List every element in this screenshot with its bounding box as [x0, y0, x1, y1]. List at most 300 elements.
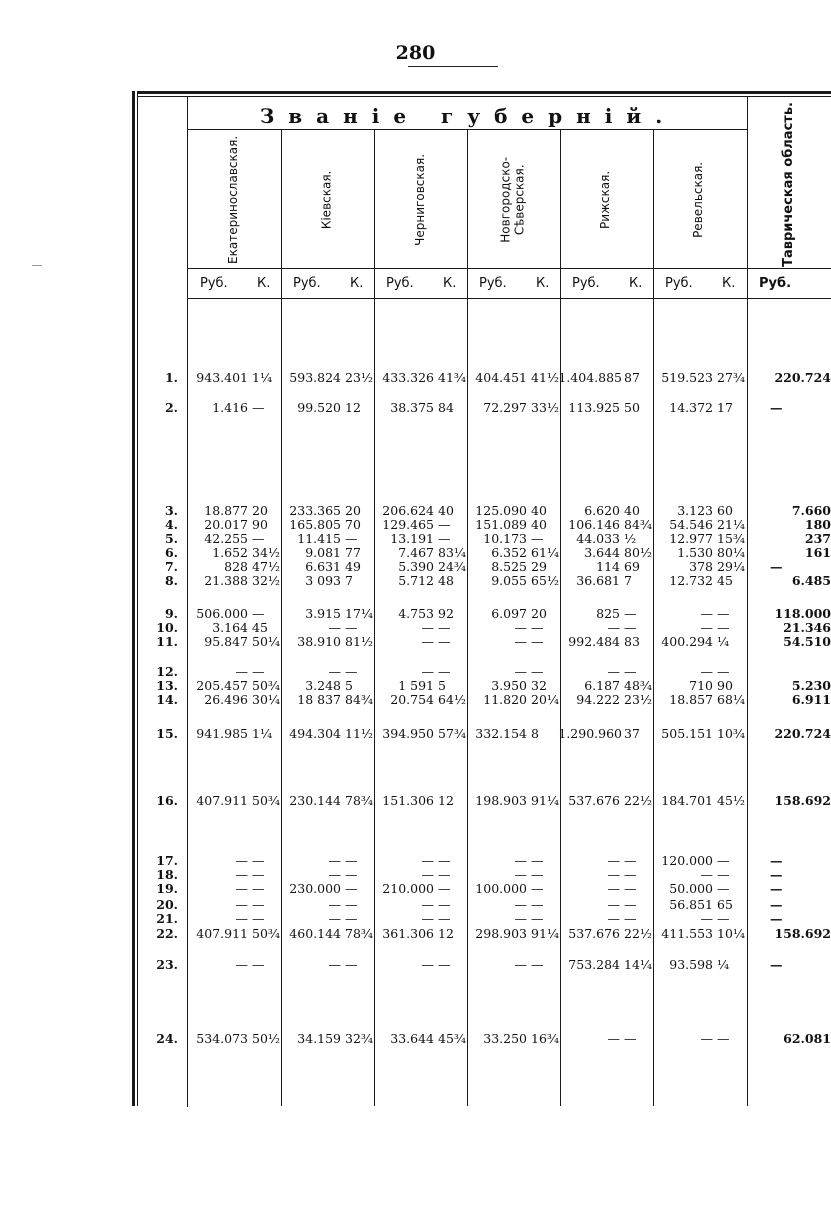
table-cell-tavricheskaya: —	[770, 911, 783, 926]
table-cell-rub: —	[421, 911, 434, 926]
table-cell-rub: —	[607, 620, 620, 635]
margin-mark	[32, 265, 42, 266]
table-cell-kop: 91¼	[531, 793, 560, 808]
table-cell-rub: 198.903	[475, 793, 527, 808]
table-cell-tavricheskaya: —	[770, 957, 783, 972]
unit-rub: Руб.	[665, 276, 693, 291]
row-number: 21.	[156, 911, 178, 926]
table-cell-tavricheskaya: 6.485	[791, 573, 831, 588]
unit-rub: Руб.	[479, 276, 507, 291]
row-number: 9.	[164, 606, 178, 621]
row-number: 19.	[156, 881, 178, 896]
table-cell-rub: —	[328, 620, 341, 635]
table-cell-rub: 506.000	[196, 606, 248, 621]
table-cell-kop: —	[624, 620, 637, 635]
table-cell-kop: 27¾	[717, 370, 746, 385]
table-cell-kop: 20¼	[531, 692, 560, 707]
table-cell-tavricheskaya: 5.230	[791, 678, 831, 693]
table-cell-rub: 56.851	[669, 897, 713, 912]
table-cell-kop: 32	[531, 678, 547, 693]
table-cell-kop: —	[345, 620, 358, 635]
table-cell-rub: 505.151	[661, 726, 713, 741]
table-cell-rub: 3.123	[677, 503, 713, 518]
table-cell-rub: 332.154	[475, 726, 527, 741]
table-cell-rub: 95.847	[204, 634, 248, 649]
table-cell-kop: 33½	[531, 400, 560, 415]
table-cell-rub: 460.144	[289, 926, 341, 941]
table-cell-rub: —	[700, 620, 713, 635]
table-cell-kop: 30¼	[252, 692, 281, 707]
table-cell-kop: 10¾	[717, 726, 746, 741]
table-cell-kop: 5	[345, 678, 353, 693]
table-cell-rub: 4.753	[398, 606, 434, 621]
table-cell-kop: —	[531, 664, 544, 679]
table-cell-rub: —	[607, 897, 620, 912]
table-cell-kop: —	[624, 606, 637, 621]
table-cell-rub: 114	[596, 559, 620, 574]
table-cell-rub: —	[421, 957, 434, 972]
table-cell-rub: 494.304	[289, 726, 341, 741]
table-title: Званіе губерній.	[259, 104, 677, 128]
table-cell-rub: 36.681	[576, 573, 620, 588]
table-cell-kop: 90	[717, 678, 733, 693]
table-cell-kop: 77	[345, 545, 361, 560]
table-cell-rub: 11.820	[483, 692, 527, 707]
table-cell-rub: 941.985	[196, 726, 248, 741]
table-cell-kop: 61¼	[531, 545, 560, 560]
table-cell-rub: 407.911	[196, 793, 248, 808]
table-cell-rub: 20.754	[390, 692, 434, 707]
table-cell-kop: —	[438, 664, 451, 679]
table-cell-kop: 91¼	[531, 926, 560, 941]
table-cell-rub: 12.732	[669, 573, 713, 588]
table-cell-rub: 94.222	[576, 692, 620, 707]
table-cell-kop: —	[438, 634, 451, 649]
table-cell-kop: 16¾	[531, 1031, 560, 1046]
table-cell-kop: —	[438, 853, 451, 868]
table-left-rule	[132, 91, 135, 1106]
table-cell-kop: 60	[717, 503, 733, 518]
table-cell-rub: —	[607, 664, 620, 679]
table-cell-kop: 49	[345, 559, 361, 574]
table-cell-kop: 78¾	[345, 793, 374, 808]
table-cell-kop: 87	[624, 370, 640, 385]
table-cell-rub: —	[514, 867, 527, 882]
table-cell-rub: 26.496	[204, 692, 248, 707]
table-cell-rub: 411.553	[661, 926, 713, 941]
row-number: 24.	[156, 1031, 178, 1046]
table-cell-kop: 48	[438, 573, 454, 588]
table-cell-kop: 50	[624, 400, 640, 415]
table-cell-rub: 38.375	[390, 400, 434, 415]
unit-kop: К.	[257, 276, 271, 291]
table-cell-rub: 10.173	[483, 531, 527, 546]
table-cell-rub: 3.248	[305, 678, 341, 693]
table-cell-kop: —	[252, 606, 265, 621]
table-cell-kop: —	[345, 853, 358, 868]
table-cell-rub: 1 591	[398, 678, 434, 693]
unit-rub: Руб.	[572, 276, 600, 291]
unit-kop: К.	[350, 276, 364, 291]
row-number: 12.	[156, 664, 178, 679]
table-cell-tavricheskaya: 158.692	[774, 793, 831, 808]
table-cell-kop: —	[531, 620, 544, 635]
row-number: 11.	[156, 634, 178, 649]
table-cell-rub: 54.546	[669, 517, 713, 532]
table-cell-kop: —	[531, 897, 544, 912]
table-cell-kop: 84	[438, 400, 454, 415]
table-cell-kop: ¼	[717, 634, 730, 649]
table-cell-tavricheskaya: —	[770, 867, 783, 882]
table-cell-kop: 17¼	[345, 606, 374, 621]
table-cell-rub: 206.624	[382, 503, 434, 518]
table-cell-kop: —	[624, 867, 637, 882]
table-cell-kop: —	[717, 911, 730, 926]
table-cell-kop: —	[438, 620, 451, 635]
table-cell-rub: —	[514, 911, 527, 926]
table-cell-kop: 41¾	[438, 370, 467, 385]
table-cell-rub: 710	[689, 678, 713, 693]
table-cell-kop: 15¾	[717, 531, 746, 546]
table-cell-kop: —	[345, 664, 358, 679]
table-cell-rub: —	[514, 897, 527, 912]
unit-kop: К.	[536, 276, 550, 291]
table-cell-kop: —	[252, 897, 265, 912]
table-cell-kop: —	[252, 867, 265, 882]
table-cell-kop: 20	[345, 503, 361, 518]
table-cell-rub: 753.284	[568, 957, 620, 972]
table-cell-kop: 12	[345, 400, 361, 415]
table-cell-kop: 20	[531, 606, 547, 621]
table-cell-rub: —	[514, 853, 527, 868]
table-left-rule-thin	[137, 91, 138, 1106]
table-cell-kop: 57¾	[438, 726, 467, 741]
table-cell-rub: 165.805	[289, 517, 341, 532]
row-number: 3.	[164, 503, 178, 518]
row-number: 7.	[164, 559, 178, 574]
table-cell-rub: 433.326	[382, 370, 434, 385]
table-cell-kop: 45	[252, 620, 268, 635]
table-cell-kop: 45¾	[438, 1031, 467, 1046]
table-cell-kop: 50¼	[252, 634, 281, 649]
table-cell-kop: 40	[531, 517, 547, 532]
table-cell-kop: —	[345, 881, 358, 896]
table-cell-rub: 6.097	[491, 606, 527, 621]
table-cell-kop: 83	[624, 634, 640, 649]
table-cell-kop: —	[717, 881, 730, 896]
table-cell-rub: 1.290.960	[558, 726, 622, 741]
table-cell-kop: —	[438, 911, 451, 926]
table-cell-tavricheskaya: —	[770, 881, 783, 896]
table-top-rule	[137, 91, 831, 94]
table-cell-tavricheskaya: 118.000	[774, 606, 831, 621]
table-cell-tavricheskaya: —	[770, 400, 783, 415]
table-cell-rub: 5.712	[398, 573, 434, 588]
table-cell-kop: 50¾	[252, 926, 281, 941]
table-cell-kop: —	[717, 664, 730, 679]
table-cell-rub: —	[607, 853, 620, 868]
table-cell-kop: —	[345, 911, 358, 926]
table-cell-rub: 1.404.885	[558, 370, 622, 385]
table-cell-rub: 33.250	[483, 1031, 527, 1046]
column-header: Черниговская.	[412, 154, 427, 246]
table-cell-rub: —	[328, 867, 341, 882]
table-cell-rub: 72.297	[483, 400, 527, 415]
table-cell-rub: —	[421, 634, 434, 649]
table-cell-rub: 230.144	[289, 793, 341, 808]
column-header-tavricheskaya: Таврическая область.	[781, 101, 797, 267]
table-cell-rub: —	[421, 867, 434, 882]
table-cell-rub: 44.033	[576, 531, 620, 546]
table-cell-kop: —	[438, 881, 451, 896]
table-cell-kop: 68¼	[717, 692, 746, 707]
table-cell-kop: 81½	[345, 634, 374, 649]
table-cell-rub: —	[235, 853, 248, 868]
table-cell-rub: —	[328, 957, 341, 972]
table-cell-rub: —	[328, 911, 341, 926]
table-cell-rub: 230.000	[289, 881, 341, 896]
table-cell-kop: —	[531, 531, 544, 546]
table-cell-rub: 3.915	[305, 606, 341, 621]
table-cell-kop: —	[252, 853, 265, 868]
row-number: 4.	[164, 517, 178, 532]
table-cell-rub: 534.073	[196, 1031, 248, 1046]
table-cell-rub: 9.055	[491, 573, 527, 588]
table-cell-rub: 21.388	[204, 573, 248, 588]
table-cell-rub: 42.255	[204, 531, 248, 546]
unit-kop: К.	[629, 276, 643, 291]
column-header: Новгородско-Сѣверская.	[498, 157, 527, 243]
table-cell-kop: 45½	[717, 793, 746, 808]
table-cell-kop: 34½	[252, 545, 281, 560]
table-cell-kop: 23½	[624, 692, 653, 707]
table-cell-rub: 828	[224, 559, 248, 574]
table-cell-kop: —	[345, 957, 358, 972]
table-cell-kop: 64½	[438, 692, 467, 707]
table-cell-rub: 205.457	[196, 678, 248, 693]
table-cell-tavricheskaya: 62.081	[783, 1031, 831, 1046]
table-cell-kop: —	[531, 881, 544, 896]
table-cell-kop: 22½	[624, 926, 653, 941]
table-cell-tavricheskaya: —	[770, 853, 783, 868]
table-cell-rub: 18.877	[204, 503, 248, 518]
row-number: 16.	[156, 793, 178, 808]
table-cell-kop: —	[531, 853, 544, 868]
table-cell-kop: —	[624, 853, 637, 868]
table-cell-rub: 6.187	[584, 678, 620, 693]
table-cell-kop: 92	[438, 606, 454, 621]
table-cell-rub: —	[514, 620, 527, 635]
row-number: 18.	[156, 867, 178, 882]
table-cell-rub: 34.159	[297, 1031, 341, 1046]
table-cell-kop: 80½	[624, 545, 653, 560]
table-cell-kop: 23½	[345, 370, 374, 385]
table-cell-kop: 8	[531, 726, 539, 741]
table-cell-kop: 50½	[252, 1031, 281, 1046]
table-cell-kop: 32½	[252, 573, 281, 588]
table-cell-kop: 37	[624, 726, 640, 741]
table-cell-kop: 1¼	[252, 370, 273, 385]
table-cell-tavricheskaya: 161	[804, 545, 831, 560]
table-cell-kop: —	[531, 957, 544, 972]
table-cell-rub: 1.530	[677, 545, 713, 560]
table-cell-rub: —	[514, 957, 527, 972]
table-cell-rub: —	[235, 897, 248, 912]
table-cell-kop: —	[252, 957, 265, 972]
table-cell-rub: 825	[596, 606, 620, 621]
table-cell-rub: 1.416	[212, 400, 248, 415]
table-cell-rub: 7.467	[398, 545, 434, 560]
table-cell-rub: —	[328, 853, 341, 868]
table-cell-rub: —	[235, 664, 248, 679]
unit-rub: Руб.	[200, 276, 228, 291]
table-cell-kop: —	[252, 531, 265, 546]
table-cell-rub: 3.950	[491, 678, 527, 693]
table-cell-rub: 106.146	[568, 517, 620, 532]
table-cell-kop: 70	[345, 517, 361, 532]
table-cell-rub: 1.652	[212, 545, 248, 560]
table-cell-kop: 40	[531, 503, 547, 518]
table-cell-kop: —	[252, 881, 265, 896]
table-cell-kop: 83¼	[438, 545, 467, 560]
table-cell-kop: —	[717, 867, 730, 882]
table-cell-kop: 40	[624, 503, 640, 518]
table-cell-rub: 18 837	[297, 692, 341, 707]
table-cell-rub: —	[235, 911, 248, 926]
table-cell-kop: —	[345, 531, 358, 546]
table-cell-rub: —	[328, 664, 341, 679]
table-cell-rub: —	[235, 881, 248, 896]
table-cell-rub: 11.415	[297, 531, 341, 546]
table-cell-tavricheskaya: —	[770, 897, 783, 912]
table-cell-rub: —	[328, 897, 341, 912]
row-number: 22.	[156, 926, 178, 941]
table-cell-tavricheskaya: 7.660	[791, 503, 831, 518]
table-cell-kop: ¼	[717, 957, 730, 972]
table-cell-kop: —	[624, 1031, 637, 1046]
table-cell-rub: —	[607, 1031, 620, 1046]
row-number: 17.	[156, 853, 178, 868]
table-cell-kop: 90	[252, 517, 268, 532]
table-cell-kop: 50¾	[252, 678, 281, 693]
table-cell-kop: 5	[438, 678, 446, 693]
table-cell-rub: —	[421, 897, 434, 912]
row-number: 23.	[156, 957, 178, 972]
table-cell-rub: —	[421, 664, 434, 679]
table-cell-kop: 7	[345, 573, 353, 588]
column-header: Рижская.	[598, 170, 613, 230]
row-number: 10.	[156, 620, 178, 635]
table-cell-kop: 41½	[531, 370, 560, 385]
table-cell-tavricheskaya: 158.692	[774, 926, 831, 941]
table-cell-kop: 7	[624, 573, 632, 588]
table-cell-kop: 45	[717, 573, 733, 588]
table-cell-kop: 12	[438, 926, 454, 941]
table-cell-rub: 184.701	[661, 793, 713, 808]
table-cell-rub: 404.451	[475, 370, 527, 385]
table-cell-rub: 3.644	[584, 545, 620, 560]
table-cell-rub: 210.000	[382, 881, 434, 896]
table-cell-kop: 47½	[252, 559, 281, 574]
table-cell-rub: 3 093	[305, 573, 341, 588]
table-cell-rub: —	[700, 1031, 713, 1046]
page-number: 280	[395, 42, 436, 64]
table-cell-kop: 29¼	[717, 559, 746, 574]
table-cell-rub: 593.824	[289, 370, 341, 385]
table-cell-rub: —	[700, 606, 713, 621]
table-cell-kop: 20	[252, 503, 268, 518]
unit-rub: Руб.	[293, 276, 321, 291]
table-cell-kop: —	[438, 517, 451, 532]
table-cell-rub: 33.644	[390, 1031, 434, 1046]
row-number: 15.	[156, 726, 178, 741]
unit-kop: К.	[722, 276, 736, 291]
table-cell-kop: 50¾	[252, 793, 281, 808]
table-cell-rub: 400.294	[661, 634, 713, 649]
table-cell-kop: —	[438, 867, 451, 882]
table-cell-rub: 151.089	[475, 517, 527, 532]
table-cell-kop: —	[624, 881, 637, 896]
table-cell-rub: 378	[689, 559, 713, 574]
table-cell-kop: 21¼	[717, 517, 746, 532]
table-cell-kop: 1¼	[252, 726, 273, 741]
table-cell-rub: —	[607, 911, 620, 926]
table-cell-rub: 13.191	[390, 531, 434, 546]
row-number: 13.	[156, 678, 178, 693]
table-cell-kop: —	[717, 620, 730, 635]
table-cell-kop: 69	[624, 559, 640, 574]
table-cell-kop: 11½	[345, 726, 374, 741]
table-cell-rub: 537.676	[568, 926, 620, 941]
table-cell-tavricheskaya: 180	[804, 517, 831, 532]
table-cell-tavricheskaya: 237	[804, 531, 831, 546]
table-cell-kop: 48¾	[624, 678, 653, 693]
table-cell-rub: —	[607, 867, 620, 882]
table-cell-rub: 537.676	[568, 793, 620, 808]
table-cell-rub: —	[421, 620, 434, 635]
table-cell-kop: 78¾	[345, 926, 374, 941]
row-number: 1.	[164, 370, 178, 385]
table-cell-rub: —	[607, 881, 620, 896]
table-cell-rub: 113.925	[568, 400, 620, 415]
table-cell-rub: 151.306	[382, 793, 434, 808]
table-cell-kop: 14¼	[624, 957, 653, 972]
table-cell-kop: —	[252, 664, 265, 679]
table-cell-rub: 129.465	[382, 517, 434, 532]
unit-kop: К.	[443, 276, 457, 291]
row-number: 20.	[156, 897, 178, 912]
table-cell-rub: 407.911	[196, 926, 248, 941]
table-cell-rub: 519.523	[661, 370, 713, 385]
table-cell-kop: 65	[717, 897, 733, 912]
table-cell-rub: 233.365	[289, 503, 341, 518]
table-cell-rub: 50.000	[669, 881, 713, 896]
table-cell-kop: 12	[438, 793, 454, 808]
table-cell-kop: 65½	[531, 573, 560, 588]
table-cell-rub: 6.352	[491, 545, 527, 560]
table-cell-rub: 992.484	[568, 634, 620, 649]
table-cell-rub: 298.903	[475, 926, 527, 941]
table-cell-kop: —	[624, 664, 637, 679]
table-cell-kop: 32¾	[345, 1031, 374, 1046]
table-cell-tavricheskaya: 6.911	[791, 692, 831, 707]
table-cell-rub: —	[514, 664, 527, 679]
table-cell-tavricheskaya: 21.346	[783, 620, 831, 635]
table-cell-rub: 5.390	[398, 559, 434, 574]
table-cell-kop: 29	[531, 559, 547, 574]
table-cell-rub: 394.950	[382, 726, 434, 741]
table-cell-rub: 20.017	[204, 517, 248, 532]
